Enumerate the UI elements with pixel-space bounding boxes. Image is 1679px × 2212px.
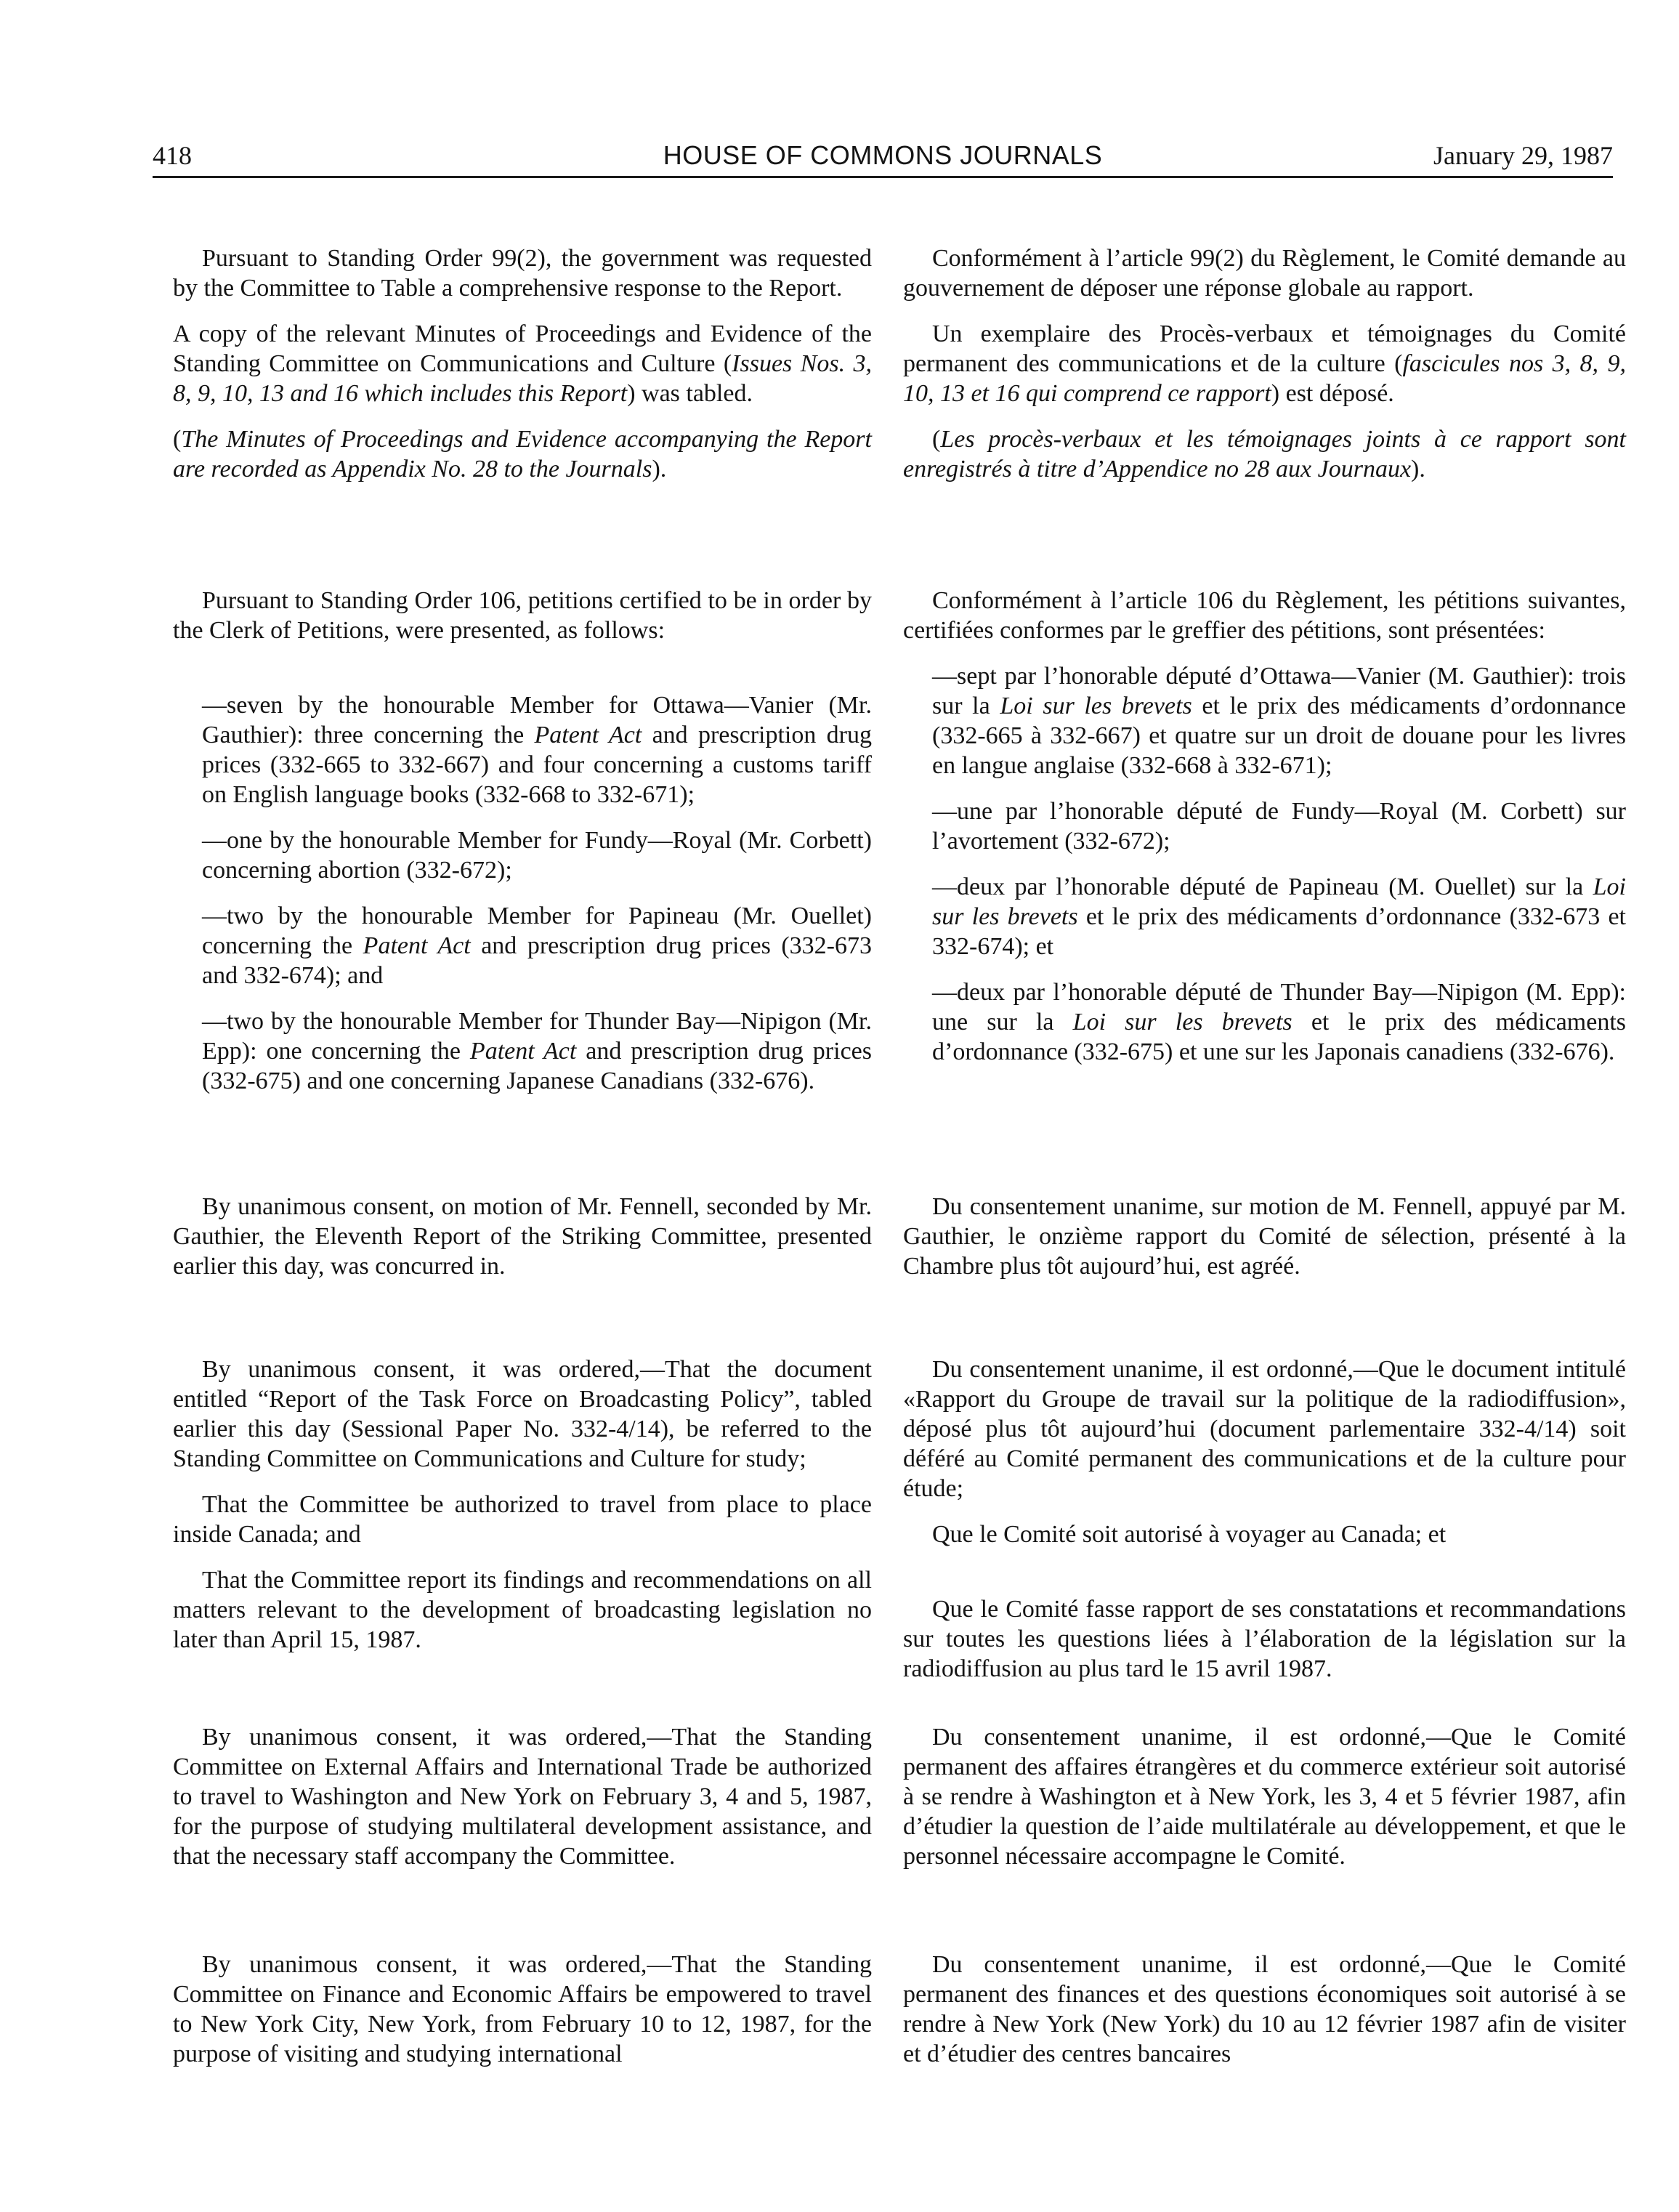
fr-block-external-affairs [903,1722,1626,1871]
en-block-petitions [173,586,872,1096]
page-header [153,140,1613,178]
en-petition-item: —two by the honourable Member for Papineau (Mr. Ouellet) concerning the Patent Act and prescription drug prices (332-673 and 332-674); and [202,903,872,989]
en-paragraph: Pursuant to Standing Order 106, petitions certified to be in order by the Clerk of Petitions, were presented, as follows: [173,587,872,644]
fr-paragraph: Que le Comité fasse rapport de ses constatations et recommandations sur toutes les questions liées à l’élaboration de la législation sur la radiodiffusion au plus tard le 15 avril 1987. [903,1596,1626,1682]
fr-paragraph: Un exemplaire des Procès-verbaux et témoignages du Comité permanent des communications et de la culture (fascicules nos 3, 8, 9, 10, 13 et 16 qui comprend ce rapport) est déposé. [903,320,1626,407]
fr-paragraph: Conformément à l’article 99(2) du Règlement, le Comité demande au gouvernement de déposer une réponse globale au rapport. [903,245,1626,302]
fr-paragraph: Conformément à l’article 106 du Règlement, les pétitions suivantes, certifiées conformes par le greffier des pétitions, sont présentées: [903,587,1626,644]
fr-block-petitions [903,586,1626,1067]
fr-paragraph: Du consentement unanime, il est ordonné,—Que le Comité permanent des finances et des questions économiques soit autorisé à se rendre à New York (New York) du 10 au 12 février 1987 afin de visiter et d’étudier des centres bancaires [903,1951,1626,2067]
fr-paragraph: Du consentement unanime, il est ordonné,—Que le document intitulé «Rapport du Groupe de travail sur la politique de la radiodiffusion», déposé plus tôt aujourd’hui (document parlementaire 332-4/14) soit déféré au Comité permanent des communications et de la culture pour étude; [903,1356,1626,1502]
en-block-striking-committee [173,1192,872,1281]
en-block-external-affairs [173,1722,872,1871]
fr-block-report-response [903,243,1626,484]
en-paragraph: By unanimous consent, on motion of Mr. Fennell, seconded by Mr. Gauthier, the Eleventh Report of the Striking Committee, presented earlier this day, was concurred in. [173,1193,872,1280]
fr-block-finance [903,1950,1626,2069]
fr-block-broadcasting [903,1355,1626,1684]
en-appendix-note: (The Minutes of Proceedings and Evidence accompanying the Report are recorded as Appendix No. 28 to the Journals). [173,426,872,483]
en-paragraph: That the Committee be authorized to travel from place to place inside Canada; and [173,1491,872,1548]
en-paragraph: A copy of the relevant Minutes of Proceedings and Evidence of the Standing Committee on Communications and Culture (Issues Nos. 3, 8, 9, 10, 13 and 16 which includes this Report) was tabled. [173,320,872,407]
fr-paragraph: Que le Comité soit autorisé à voyager au Canada; et [932,1521,1447,1548]
fr-block-striking-committee [903,1192,1626,1281]
en-paragraph: By unanimous consent, it was ordered,—That the Standing Committee on External Affairs and International Trade be authorized to travel to Washington and New York on February 3, 4 and 5, 1987, for the purpose of studying multilateral development assistance, and that the necessary staff accompany the Committee. [173,1724,872,1870]
en-block-broadcasting [173,1355,872,1655]
fr-paragraph: Du consentement unanime, sur motion de M. Fennell, appuyé par M. Gauthier, le onzième rapport du Comité de sélection, présenté à la Chambre plus tôt aujourd’hui, est agréé. [903,1193,1626,1280]
en-paragraph: By unanimous consent, it was ordered,—That the Standing Committee on Finance and Economic Affairs be empowered to travel to New York City, New York, from February 10 to 12, 1987, for the purpose of visiting and studying international [173,1951,872,2067]
en-block-report-response [173,243,872,484]
fr-petition-item: —sept par l’honorable député d’Ottawa—Vanier (M. Gauthier): trois sur la Loi sur les brevets et le prix des médicaments d’ordonnance (332-665 à 332-667) et quatre sur un droit de douane pour les livres en langue anglaise (332-668 à 332-671); [932,663,1627,779]
fr-petition-item: —une par l’honorable député de Fundy—Royal (M. Corbett) sur l’avortement (332-672); [932,798,1626,855]
fr-appendix-note: (Les procès-verbaux et les témoignages joints à ce rapport sont enregistrés à titre d’Appendice no 28 aux Journaux). [903,426,1626,483]
fr-paragraph: Du consentement unanime, il est ordonné,—Que le Comité permanent des affaires étrangères et du commerce extérieur soit autorisé à se rendre à Washington et à New York, les 3, 4 et 5 février 1987, afin d’étudier la question de l’aide multilatérale au développement, et que le personnel nécessaire accompagne le Comité. [903,1724,1626,1870]
en-paragraph: Pursuant to Standing Order 99(2), the government was requested by the Committee to Table a comprehensive response to the Report. [173,245,872,302]
en-paragraph: By unanimous consent, it was ordered,—That the document entitled “Report of the Task Force on Broadcasting Policy”, tabled earlier this day (Sessional Paper No. 332-4/14), be referred to the Standing Committee on Communications and Culture for study; [173,1356,872,1472]
en-petition-item: —two by the honourable Member for Thunder Bay—Nipigon (Mr. Epp): one concerning the Patent Act and prescription drug prices (332-675) and one concerning Japanese Canadians (332-676). [202,1008,872,1094]
en-petition-item: —one by the honourable Member for Fundy—Royal (Mr. Corbett) concerning abortion (332-672); [202,827,872,884]
page-number: 418 [153,141,192,170]
journal-date: January 29, 1987 [1433,141,1613,170]
fr-petition-item: —deux par l’honorable député de Papineau (M. Ouellet) sur la Loi sur les brevets et le prix des médicaments d’ordonnance (332-673 et 332-674); et [932,873,1626,960]
fr-petition-item: —deux par l’honorable député de Thunder Bay—Nipigon (M. Epp): une sur la Loi sur les brevets et le prix des médicaments d’ordonnance (332-675) et une sur les Japonais canadiens (332-676). [932,979,1626,1065]
journal-title: HOUSE OF COMMONS JOURNALS [663,140,1103,170]
en-paragraph: That the Committee report its findings and recommendations on all matters relevant to the development of broadcasting legislation no later than April 15, 1987. [173,1567,872,1653]
en-petition-item: —seven by the honourable Member for Ottawa—Vanier (Mr. Gauthier): three concerning the Patent Act and prescription drug prices (332-665 to 332-667) and four concerning a customs tariff on English language books (332-668 to 332-671); [202,692,873,808]
en-block-finance [173,1950,872,2069]
